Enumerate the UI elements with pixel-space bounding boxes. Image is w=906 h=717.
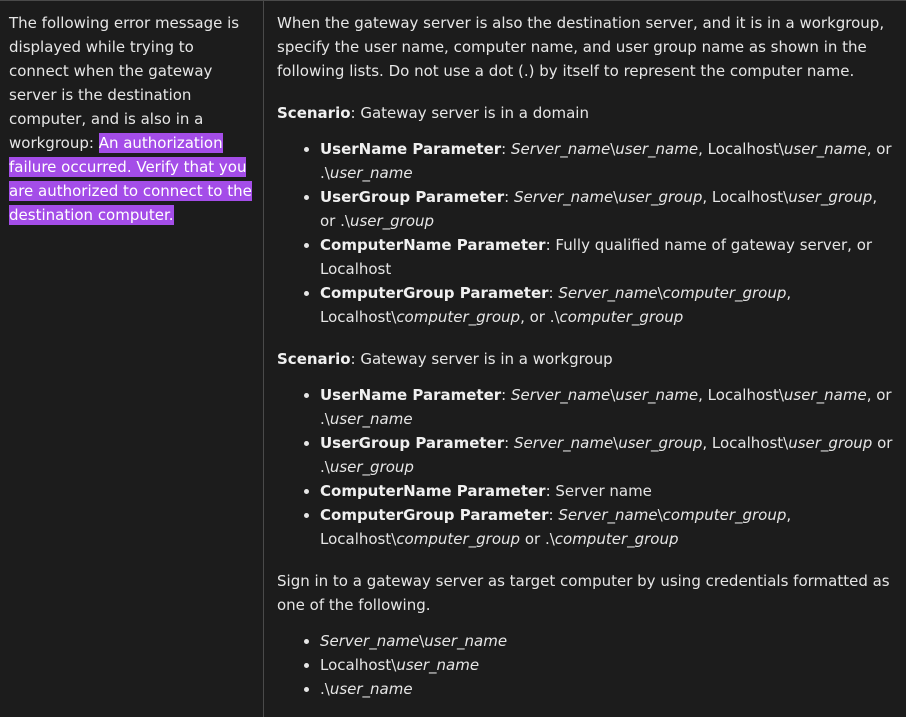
param-sep: or .\ [520,530,555,548]
cred-sep: \ [419,632,425,650]
scenario-workgroup-heading [277,347,896,371]
right-column [264,1,906,717]
param-sep: \ [657,506,663,524]
param-label: ComputerGroup Parameter [320,506,549,524]
param-sep: , Localhost\ [698,386,784,404]
left-column [0,1,264,717]
param-label: ComputerGroup Parameter [320,284,549,302]
list-item: • ComputerGroup Parameter: Server_name\computer_group, Localhost\computer_group or .\computer_group [320,503,896,551]
param-value: computer_group [396,530,521,548]
param-sep: , Localhost\ [320,506,792,548]
param-text: : Server name [545,482,652,500]
param-value: Server_name [558,284,658,302]
param-value: user_name [329,164,413,182]
list-item [320,479,896,503]
list-item [320,233,896,281]
list-item: • UserGroup Parameter: Server_name\user_group, Localhost\user_group or .\user_group [320,431,896,479]
param-sep: or .\ [320,434,893,476]
list-item [320,629,896,653]
cred-value: user_name [396,656,480,674]
workgroup-list [277,383,896,551]
list-item: • ComputerGroup Parameter: Server_name\computer_group, Localhost\computer_group, or .\computer_group [320,281,896,329]
param-value: user_name [615,386,699,404]
param-sep: , Localhost\ [320,284,792,326]
param-value: user_group [788,434,873,452]
scenario-label: Scenario [277,104,351,122]
param-sep: , Localhost\ [702,434,789,452]
credentials-list [277,629,896,701]
scenario-workgroup-text: : Gateway server is in a workgroup [350,350,613,368]
param-value: user_group [329,458,414,476]
param-value: computer_group [554,530,679,548]
list-item: • UserName Parameter: Server_name\user_name, Localhost\user_name, or .\user_name [320,383,896,431]
signin-paragraph: Sign in to a gateway server as target computer by using credentials formatted as one of the following. [277,572,890,614]
param-value: Server_name [511,140,611,158]
param-label: UserName Parameter [320,140,502,158]
cred-prefix: .\ [320,680,330,698]
param-value: Server_name [511,386,611,404]
left-intro-text: The following error message is displayed while trying to connect when the gateway server is the destination computer, and is also in a workgroup: [9,14,240,152]
param-sep: \ [610,140,616,158]
list-item: • UserName Parameter: Server_name\user_name, Localhost\user_name, or .\user_name [320,137,896,185]
param-sep: \ [657,284,663,302]
param-label: UserGroup Parameter [320,434,505,452]
param-sep: \ [613,188,619,206]
param-label: UserName Parameter [320,386,502,404]
param-value: computer_group [559,308,684,326]
param-sep: , or .\ [320,188,878,230]
param-sep: , Localhost\ [702,188,789,206]
param-value: user_name [615,140,699,158]
param-value: user_name [329,410,413,428]
param-value: user_group [788,188,873,206]
param-sep: , or .\ [520,308,560,326]
cred-value: user_name [424,632,508,650]
cred-value: Server_name [320,632,420,650]
list-item [320,677,896,701]
highlighted-error-message[interactable]: An authorization failure occurred. Verify that you are authorized to connect to the destination computer. [9,134,252,224]
param-sep: , Localhost\ [698,140,784,158]
param-value: computer_group [662,284,787,302]
param-value: Server_name [513,434,614,452]
param-value: user_group [618,434,703,452]
param-value: Server_name [513,188,614,206]
param-sep: , or .\ [320,140,892,182]
list-item [320,653,896,677]
param-text: : Fully qualified name of gateway server, or Localhost [320,236,873,278]
param-value: computer_group [396,308,521,326]
left-paragraph [9,11,255,227]
param-value: computer_group [662,506,787,524]
scenario-label: Scenario [277,350,351,368]
domain-list [277,137,896,329]
param-label: ComputerName Parameter [320,236,546,254]
param-value: user_group [618,188,703,206]
cred-value: user_name [329,680,413,698]
param-label: UserGroup Parameter [320,188,505,206]
param-label: ComputerName Parameter [320,482,546,500]
param-sep: \ [613,434,619,452]
right-intro: When the gateway server is also the destination server, and it is in a workgroup, specify the user name, computer name, and user group name as shown in the following lists. Do not use a dot (.) by itself to represent the computer name. [277,14,885,80]
param-sep: \ [610,386,616,404]
param-sep: , or .\ [320,386,892,428]
param-value: user_name [783,140,867,158]
scenario-domain-heading [277,101,896,125]
param-value: user_group [349,212,435,230]
scenario-domain-text: : Gateway server is in a domain [350,104,589,122]
cred-prefix: Localhost\ [320,656,397,674]
param-value: Server_name [558,506,658,524]
list-item: • UserGroup Parameter: Server_name\user_group, Localhost\user_group, or .\user_group [320,185,896,233]
param-value: user_name [783,386,867,404]
